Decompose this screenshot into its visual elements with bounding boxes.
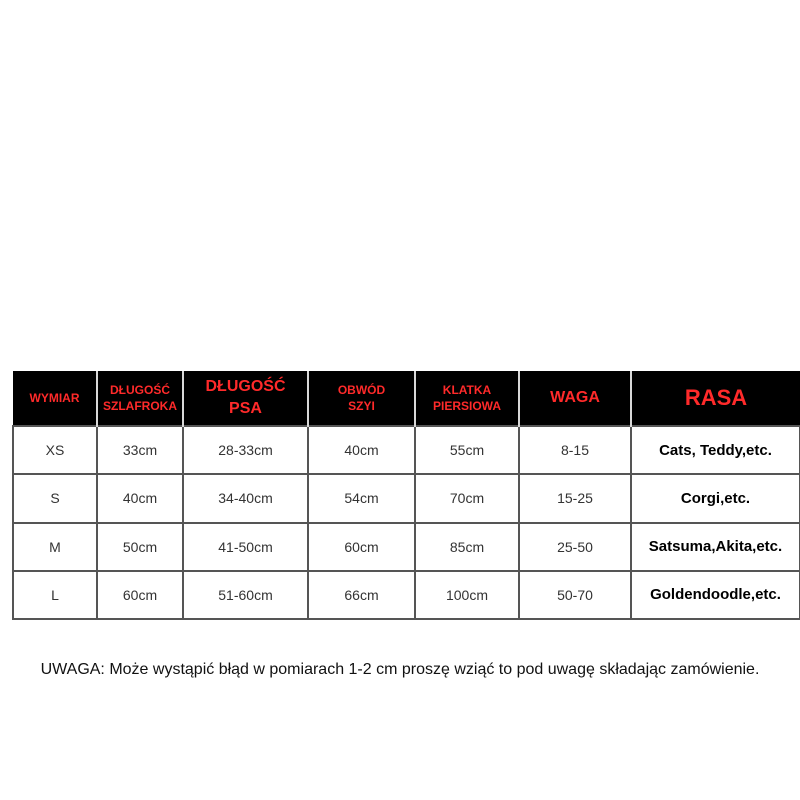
size-chart-body bbox=[13, 426, 800, 619]
column-header-text: DŁUGOŚĆ bbox=[205, 378, 286, 396]
size-chart-table bbox=[12, 371, 800, 620]
column-header-dog-length bbox=[183, 371, 308, 426]
column-header-text: WYMIAR bbox=[29, 390, 80, 405]
column-header-chest bbox=[415, 371, 519, 426]
table-cell-dog-length: 34-40cm bbox=[183, 474, 308, 522]
column-header-text: PSA bbox=[229, 400, 262, 417]
column-header-neck-circumference bbox=[308, 371, 415, 426]
column-header-text: OBWÓD bbox=[337, 382, 386, 397]
table-cell-breed: Cats, Teddy,etc. bbox=[631, 426, 800, 474]
table-cell-breed: Goldendoodle,etc. bbox=[631, 571, 800, 619]
table-cell-neck-circumference: 40cm bbox=[308, 426, 415, 474]
column-header-text: WAGA bbox=[550, 389, 600, 407]
table-row bbox=[13, 474, 800, 522]
table-cell-chest: 70cm bbox=[415, 474, 519, 522]
table-cell-robe-length: 40cm bbox=[97, 474, 183, 522]
header-row bbox=[13, 371, 800, 426]
table-cell-neck-circumference: 66cm bbox=[308, 571, 415, 619]
column-header-text: SZYI bbox=[348, 399, 375, 413]
table-row bbox=[13, 426, 800, 474]
measurement-note: UWAGA: Może wystąpić błąd w pomiarach 1-2 cm proszę wziąć to pod uwagę składając zamówienie. bbox=[40, 661, 760, 678]
table-cell-breed: Corgi,etc. bbox=[631, 474, 800, 522]
table-cell-robe-length: 33cm bbox=[97, 426, 183, 474]
table-cell-dog-length: 28-33cm bbox=[183, 426, 308, 474]
column-header-robe-length bbox=[97, 371, 183, 426]
table-cell-robe-length: 60cm bbox=[97, 571, 183, 619]
table-cell-size: XS bbox=[13, 426, 97, 474]
column-header-weight bbox=[519, 371, 631, 426]
table-cell-weight: 8-15 bbox=[519, 426, 631, 474]
table-row bbox=[13, 571, 800, 619]
table-cell-size: L bbox=[13, 571, 97, 619]
table-cell-robe-length: 50cm bbox=[97, 523, 183, 571]
size-chart-header bbox=[13, 371, 800, 426]
table-cell-chest: 100cm bbox=[415, 571, 519, 619]
column-header-text: KLATKA bbox=[442, 382, 492, 397]
column-header-size bbox=[13, 371, 97, 426]
table-row bbox=[13, 523, 800, 571]
column-header-text: RASA bbox=[684, 385, 748, 411]
table-cell-dog-length: 51-60cm bbox=[183, 571, 308, 619]
column-header-breed bbox=[631, 371, 800, 426]
table-cell-size: M bbox=[13, 523, 97, 571]
table-cell-chest: 55cm bbox=[415, 426, 519, 474]
column-header-text: DŁUGOŚĆ bbox=[110, 382, 170, 397]
table-cell-neck-circumference: 54cm bbox=[308, 474, 415, 522]
table-cell-size: S bbox=[13, 474, 97, 522]
table-cell-chest: 85cm bbox=[415, 523, 519, 571]
column-header-text: SZLAFROKA bbox=[103, 399, 177, 413]
table-cell-neck-circumference: 60cm bbox=[308, 523, 415, 571]
table-cell-weight: 15-25 bbox=[519, 474, 631, 522]
table-cell-weight: 50-70 bbox=[519, 571, 631, 619]
column-header-text: PIERSIOWA bbox=[432, 399, 501, 413]
table-cell-dog-length: 41-50cm bbox=[183, 523, 308, 571]
table-cell-weight: 25-50 bbox=[519, 523, 631, 571]
table-cell-breed: Satsuma,Akita,etc. bbox=[631, 523, 800, 571]
